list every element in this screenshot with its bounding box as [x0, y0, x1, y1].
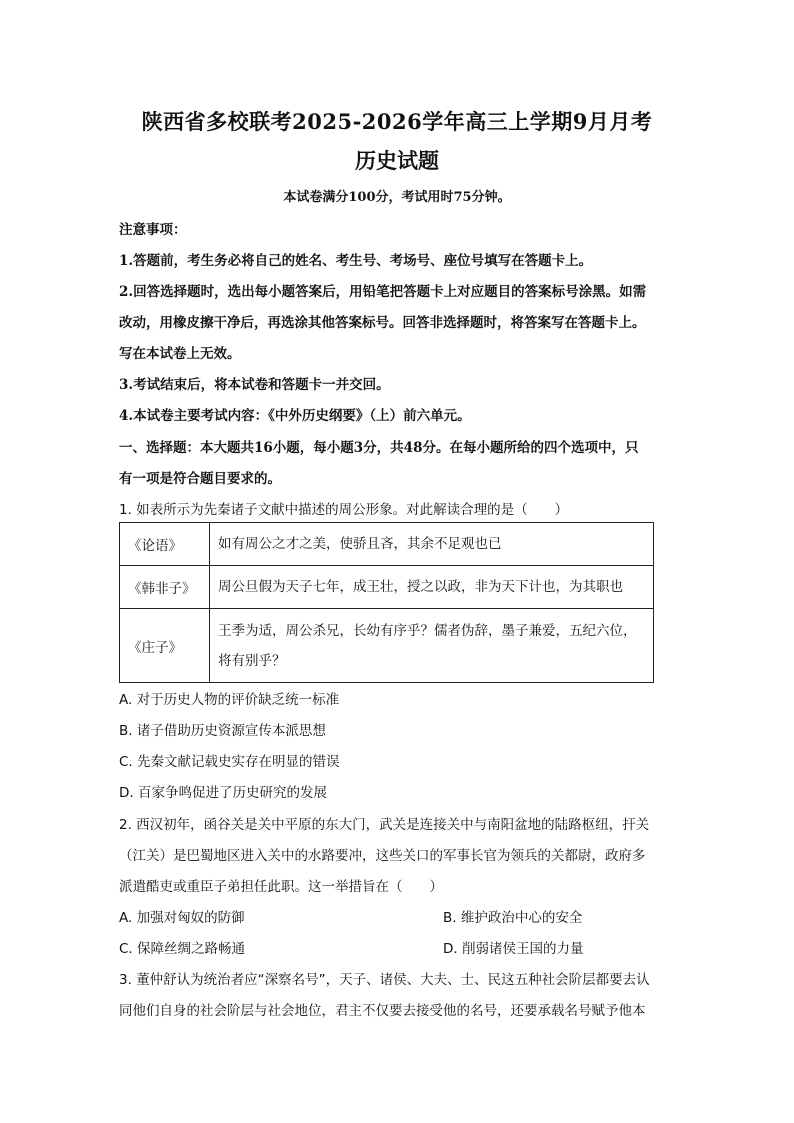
exam-info: 本试卷满分100分，考试用时75分钟。	[283, 190, 511, 205]
note-item-3: 3.考试结束后，将本试卷和答题卡一并交回。	[119, 377, 390, 393]
table-cell-book: 《庄子》	[120, 609, 210, 683]
question-1-stem: 1. 如表所示为先秦诸子文献中描述的周公形象。对此解读合理的是（ ）	[119, 502, 569, 518]
note-item-2-line-3: 写在本试卷上无效。	[119, 346, 241, 362]
question-2-line-2: （江关）是巴蜀地区进入关中的水路要冲，这些关口的军事长官为领兵的关都尉，政府多	[119, 848, 646, 864]
table-row	[120, 523, 654, 566]
note-item-4: 4.本试卷主要考试内容：《中外历史纲要》（上）前六单元。	[119, 408, 471, 424]
note-item-1: 1.答题前，考生务必将自己的姓名、考生号、考场号、座位号填写在答题卡上。	[119, 253, 593, 269]
question-1-source-table	[119, 522, 654, 683]
table-row	[120, 609, 654, 683]
question-1-option-d[interactable]: D. 百家争鸣促进了历史研究的发展	[119, 785, 327, 801]
note-item-2-line-2: 改动，用橡皮擦干净后，再选涂其他答案标号。回答非选择题时，将答案写在答题卡上。	[119, 315, 646, 331]
question-3-line-2: 同他们自身的社会阶层与社会地位，君主不仅要去接受他的名号，还要承载名号赋予他本	[119, 1003, 646, 1019]
question-2-option-a[interactable]: A. 加强对匈奴的防御	[119, 910, 245, 926]
section-heading-line-2: 有一项是符合题目要求的。	[119, 471, 281, 487]
table-cell-quote: 王季为适，周公杀兄，长幼有序乎？儒者伪辞，墨子兼爱，五纪六位，将有别乎？	[210, 609, 654, 683]
section-heading-line-1: 一、选择题：本大题共16小题，每小题3分，共48分。在每小题所给的四个选项中，只	[119, 440, 639, 456]
question-2-option-d[interactable]: D. 削弱诸侯王国的力量	[443, 941, 584, 957]
question-1-option-b[interactable]: B. 诸子借助历史资源宣传本派思想	[119, 723, 326, 739]
question-1-option-a[interactable]: A. 对于历史人物的评价缺乏统一标准	[119, 692, 340, 708]
notes-heading: 注意事项：	[119, 222, 187, 238]
table-cell-book: 《论语》	[120, 523, 210, 566]
question-2-option-b[interactable]: B. 维护政治中心的安全	[443, 910, 583, 926]
question-2-option-c[interactable]: C. 保障丝绸之路畅通	[119, 941, 246, 957]
table-cell-book: 《韩非子》	[120, 566, 210, 609]
note-item-2-line-1: 2.回答选择题时，选出每小题答案后，用铅笔把答题卡上对应题目的答案标号涂黑。如需	[119, 284, 647, 300]
question-2-line-1: 2. 西汉初年，函谷关是关中平原的东大门，武关是连接关中与南阳盆地的陆路枢纽，扞关	[119, 817, 650, 833]
exam-subtitle: 历史试题	[355, 148, 439, 173]
question-3-line-1: 3. 董仲舒认为统治者应“深察名号”，天子、诸侯、大夫、士、民这五种社会阶层都要去认	[119, 972, 650, 988]
exam-title: 陕西省多校联考2025-2026学年高三上学期9月月考	[141, 109, 653, 134]
table-cell-quote: 周公旦假为天子七年，成王壮，授之以政，非为天下计也，为其职也	[210, 566, 654, 609]
table-row	[120, 566, 654, 609]
question-1-option-c[interactable]: C. 先秦文献记载史实存在明显的错误	[119, 754, 340, 770]
table-cell-quote: 如有周公之才之美，使骄且吝，其余不足观也已	[210, 523, 654, 566]
question-2-line-3: 派遣酷吏或重臣子弟担任此职。这一举措旨在（ ）	[119, 879, 443, 895]
